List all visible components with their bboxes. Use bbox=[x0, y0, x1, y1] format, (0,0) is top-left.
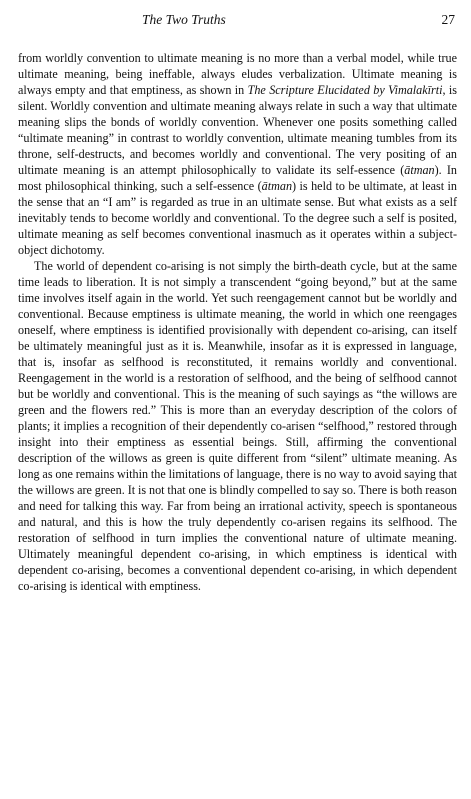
term-atman: ātman bbox=[404, 163, 435, 177]
term-atman: ātman bbox=[261, 179, 293, 193]
paragraph-1-part-a: from worldly convention to ultimate meaning is no more than a verbal model, while true ultimate meaning, being ineffable, always eludes verbalization. Ultimate meaning is always empty and that emptiness, as shown in bbox=[18, 51, 457, 97]
running-head bbox=[18, 12, 457, 34]
paragraph-1 bbox=[18, 50, 457, 258]
scripture-title: The Scripture Elucidated by Vimalakīrti bbox=[247, 83, 443, 97]
paragraph-1-part-c: , is silent. Worldly convention and ultimate meaning always relate in such a way that ultimate meaning slips the bonds of worldly convention. Whenever one posits something called “ultimate meaning” in contrast to worldly convention, ultimate meaning tumbles from its throne, self-destructs, and becomes worldly and conventional. The very positing of an ultimate meaning is an attempt philosophically to validate its self-essence ( bbox=[18, 83, 458, 177]
paragraph-2: The world of dependent co-arising is not simply the birth-death cycle, but at the same time leads to liberation. It is not simply a transcendent “going beyond,” but at the same time involves itself again in the world. Yet such reengagement cannot but be worldly and conventional. Because emptiness is ultimate meaning, the world in which one reengages oneself, where emptiness is identified provisionally with dependent co-arising, can itself be ultimately meaningful just as it is. Meanwhile, insofar as it is expressed in language, that is, insofar as selfhood is reconstituted, it remains worldly and conventional. Reengagement in the world is a restoration of selfhood, and the being of selfhood cannot but be worldly and conventional. This is the meaning of such sayings as “the willows are green and the flowers red.” This is more than an everyday description of the colors of plants; it implies a recognition of their dependently co-arisen “selfhood,” restored through insight into their emptiness as essential beings. Still, affirming the conventional description of the willows as green is quite different from “silent” ultimate meaning. As long as one remains within the limitations of language, there is no way to avoid saying that the willows are green. It is not that one is blindly compelled to say so. There is both reason and need for talking this way. Far from being an irrational activity, speech is spontaneous and natural, and this is how the truly dependently co-arisen regains its selfhood. The restoration of selfhood in turn implies the conventional nature of ultimate meaning. Ultimately meaningful dependent co-arising, in which emptiness is identical with dependent co-arising, becomes a conventional dependent co-arising, in which dependent co-arising is identical with emptiness. bbox=[18, 259, 457, 593]
paragraph-1-part-g: ) is held to be ultimate, at least in the sense that an “I am” is regarded as true in an ultimate sense. But what exists as a self inevitably tends to become worldly and conventional. To the degree such a self is posited, ultimate meaning as self becomes conventional inasmuch as it operates within a subject-object dichotomy. bbox=[18, 179, 457, 257]
running-title: The Two Truths bbox=[142, 12, 226, 27]
page-number: 27 bbox=[441, 12, 455, 27]
paragraph-1-part-e: ). In most philosophical thinking, such a self-essence ( bbox=[18, 163, 457, 193]
body-text bbox=[18, 50, 457, 594]
